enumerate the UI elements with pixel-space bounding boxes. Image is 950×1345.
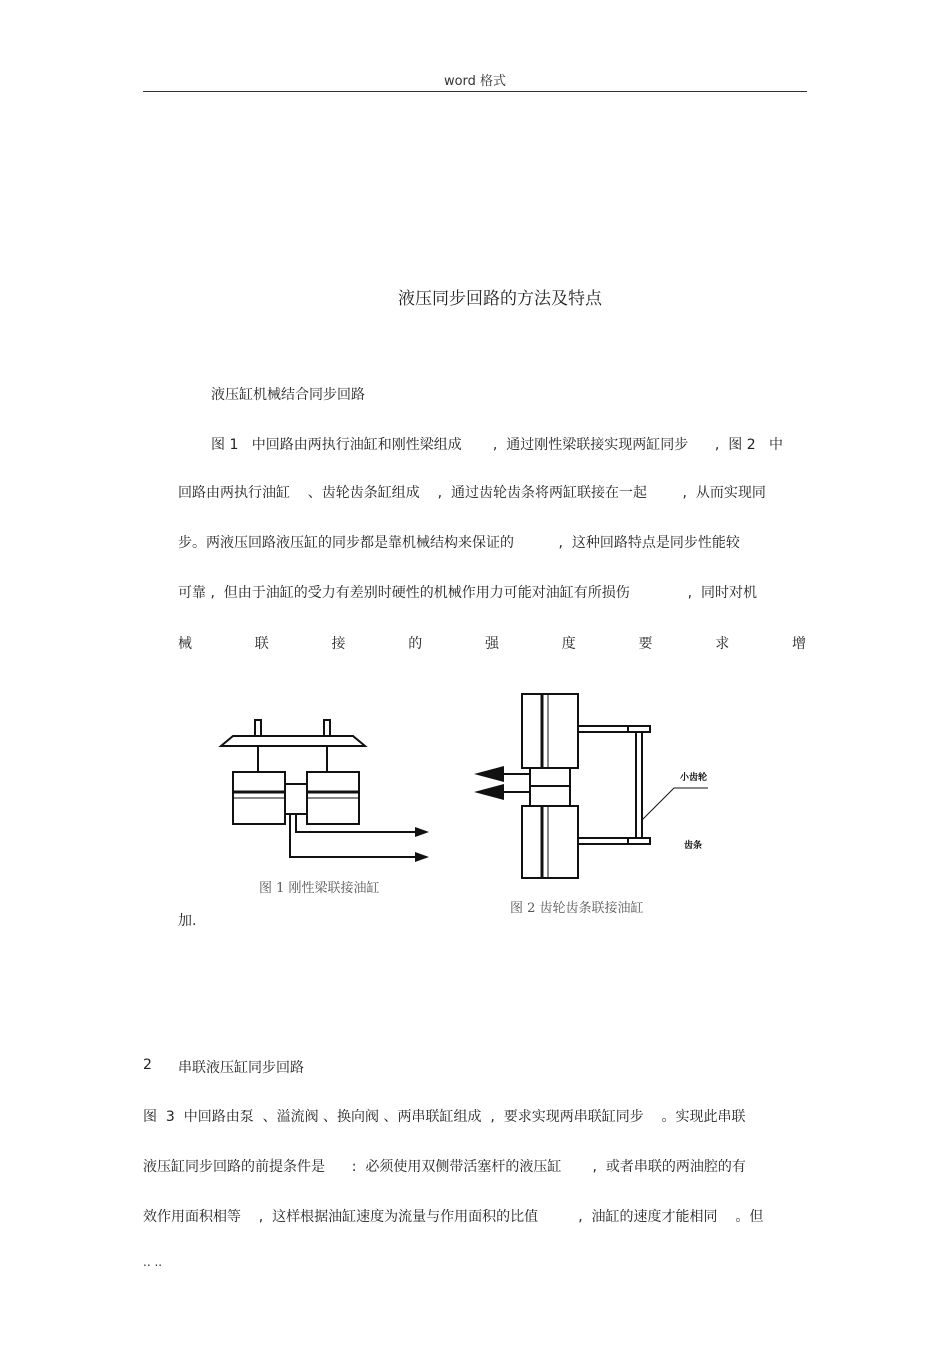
figure-2-diagram xyxy=(468,688,718,920)
spread-char: 度 xyxy=(561,636,576,652)
spread-char: 要 xyxy=(638,636,653,652)
spread-char: 联 xyxy=(254,636,269,652)
label-pinion: 小齿轮 xyxy=(680,773,708,783)
section1-heading: 液压缸机械结合同步回路 xyxy=(211,387,365,403)
figure-2 xyxy=(468,688,718,920)
paragraph-line-3: 步。两液压回路液压缸的同步都是靠机械结构来保证的 , 这种回路特点是同步性能较 xyxy=(178,535,740,551)
paragraph-line-2: 回路由两执行油缸 、齿轮齿条缸组成 , 通过齿轮齿条将两缸联接在一起 , 从而实现同 xyxy=(178,485,766,501)
spread-char: 的 xyxy=(408,636,423,652)
section2-number: 2 xyxy=(143,1057,152,1073)
paragraph-end: 加. xyxy=(178,913,197,929)
section2-line-3: 效作用面积相等 , 这样根据油缸速度为流量与作用面积的比值 , 油缸的速度才能相同 。但 xyxy=(143,1209,764,1225)
paragraph-line-5 xyxy=(178,633,806,653)
document-title: 液压同步回路的方法及特点 xyxy=(398,289,602,309)
spread-char: 强 xyxy=(485,636,499,652)
section2-line-1: 图 3 中回路由泵 、溢流阀 、换向阀 、两串联缸组成 , 要求实现两串联缸同步 。实现此串联 xyxy=(143,1109,746,1125)
paragraph-line-4: 可靠 , 但由于油缸的受力有差别时硬性的机械作用力可能对油缸有所损伤 , 同时对机 xyxy=(178,585,758,601)
label-rack: 齿条 xyxy=(684,841,703,851)
header-rule xyxy=(143,91,807,92)
page-header: word 格式 xyxy=(443,74,507,89)
spread-char: 接 xyxy=(331,636,346,652)
figure-1 xyxy=(215,712,445,902)
spread-char: 增 xyxy=(792,636,806,652)
figure-2-caption: 图 2 齿轮齿条联接油缸 xyxy=(510,901,644,916)
figure-1-diagram xyxy=(215,712,445,902)
spread-char: 械 xyxy=(178,636,192,652)
spread-char: 求 xyxy=(715,636,730,652)
section2-heading: 串联液压缸同步回路 xyxy=(178,1060,304,1076)
figure-1-caption: 图 1 刚性梁联接油缸 xyxy=(259,881,380,896)
paragraph-line-1: 图 1 中回路由两执行油缸和刚性梁组成 , 通过刚性梁联接实现两缸同步 , 图 2 中 xyxy=(211,437,783,453)
page-footer: .. .. xyxy=(143,1255,163,1269)
section2-line-2: 液压缸同步回路的前提条件是 : 必须使用双侧带活塞杆的液压缸 , 或者串联的两油腔的有 xyxy=(143,1159,746,1175)
